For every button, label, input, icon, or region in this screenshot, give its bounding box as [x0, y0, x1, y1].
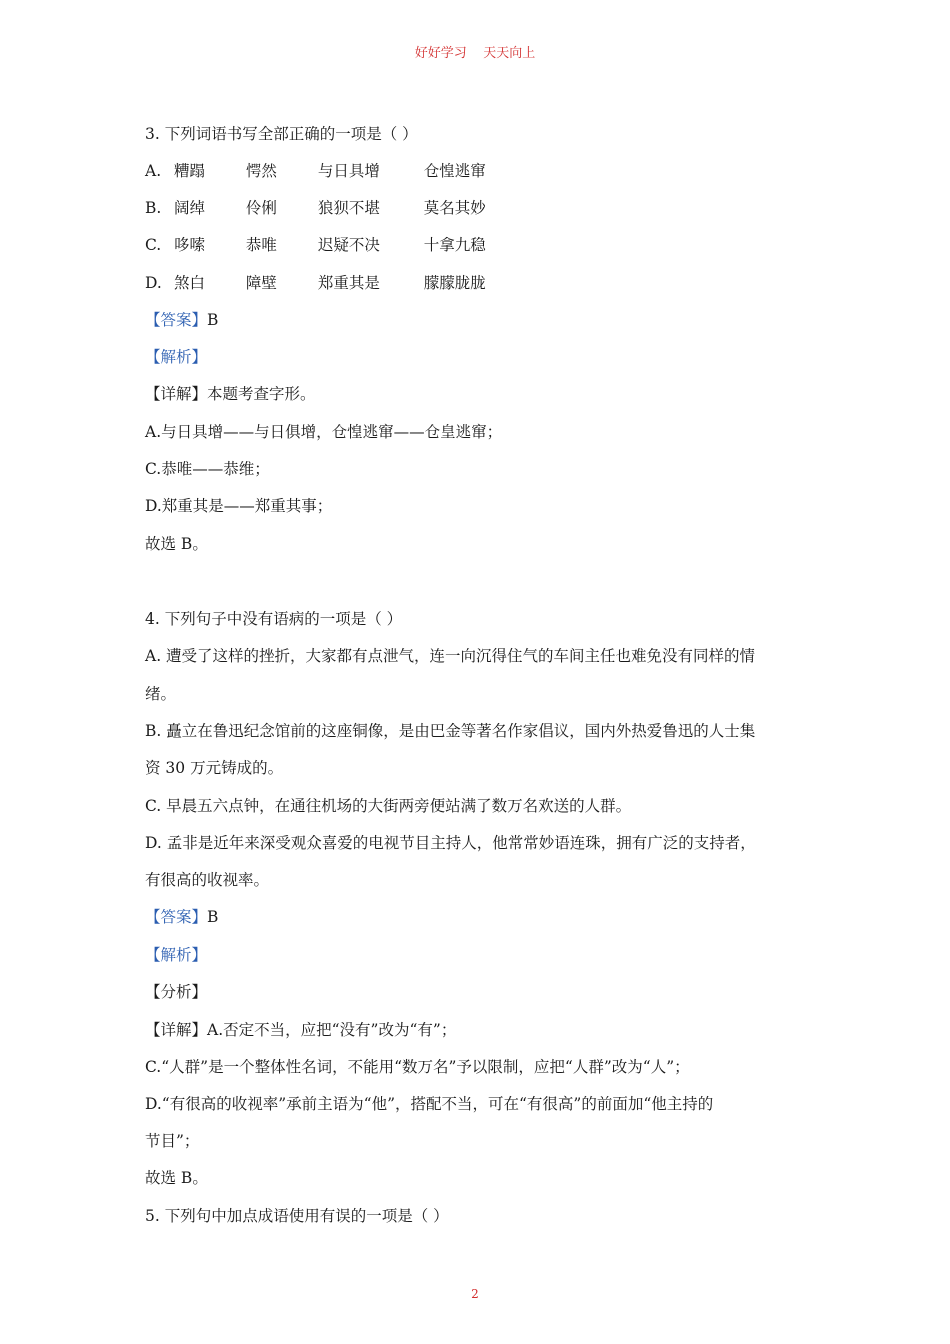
option-word: 恭唯: [245, 236, 277, 254]
option-label: A.: [145, 162, 162, 180]
option-word: 莫名其妙: [423, 199, 486, 217]
detail-text: 本题考查字形。: [207, 385, 316, 403]
q4-explanation-cont: 节目”；: [145, 1132, 200, 1150]
q4-analysis-tag: 【解析】: [145, 946, 208, 964]
q4-fenxi-tag: 【分析】: [145, 983, 208, 1001]
page-number: 2: [471, 1287, 479, 1301]
q3-option-c: [145, 235, 486, 255]
page-header: 好好学习 天天向上: [414, 46, 536, 61]
q3-option-b: [145, 198, 486, 218]
option-word: 郑重其是: [317, 274, 380, 292]
q3-explanation: A.与日具增——与日俱增，仓惶逃窜——仓皇逃窜；: [145, 423, 503, 441]
option-word: 十拿九稳: [423, 236, 486, 254]
q4-conclusion: 故选 B。: [145, 1169, 208, 1187]
option-word: 狼狈不堪: [317, 199, 380, 217]
option-label: D.: [145, 274, 162, 292]
q3-explanation: D.郑重其是——郑重其事；: [145, 497, 333, 515]
q3-analysis-tag: 【解析】: [145, 348, 208, 366]
answer-tag: 【答案】: [145, 311, 208, 329]
option-word: 迟疑不决: [317, 236, 380, 254]
answer-value: B: [207, 908, 219, 926]
q3-answer: [145, 310, 218, 330]
q3-explanation: C.恭唯——恭维；: [145, 460, 270, 478]
option-label: B.: [145, 199, 162, 217]
option-word: 与日具增: [317, 162, 380, 180]
q4-stem: 4. 下列句子中没有语病的一项是（ ）: [145, 610, 403, 628]
option-word: 煞白: [173, 274, 205, 292]
detail-tag: 【详解】: [145, 1021, 208, 1039]
q3-conclusion: 故选 B。: [145, 535, 208, 553]
option-label: C.: [145, 236, 162, 254]
q4-option-d: D. 孟非是近年来深受观众喜爱的电视节目主持人，他常常妙语连珠，拥有广泛的支持者，: [145, 834, 756, 852]
q4-detail: [145, 1020, 456, 1040]
option-word: 障壁: [245, 274, 277, 292]
option-word: 糟蹋: [173, 162, 205, 180]
q5-stem: 5. 下列句中加点成语使用有误的一项是（ ）: [145, 1207, 449, 1225]
q4-option-d-cont: 有很高的收视率。: [145, 871, 270, 889]
option-word: 伶俐: [245, 199, 277, 217]
option-word: 阔绰: [173, 199, 205, 217]
answer-tag: 【答案】: [145, 908, 208, 926]
q4-option-a-cont: 绪。: [145, 685, 177, 703]
q4-option-c: C. 早晨五六点钟，在通往机场的大街两旁便站满了数万名欢送的人群。: [145, 797, 632, 815]
q3-stem: 3. 下列词语书写全部正确的一项是（ ）: [145, 125, 418, 143]
option-word: 哆嗦: [173, 236, 205, 254]
detail-text: A.否定不当，应把“没有”改为“有”；: [207, 1021, 457, 1039]
q4-option-b: B. 矗立在鲁迅纪念馆前的这座铜像，是由巴金等著名作家倡议，国内外热爱鲁迅的人士集: [145, 722, 756, 740]
q4-explanation: D.“有很高的收视率”承前主语为“他”，搭配不当，可在“有很高”的前面加“他主持的: [145, 1095, 714, 1113]
q4-answer: [145, 907, 218, 927]
q4-explanation: C.“人群”是一个整体性名词，不能用“数万名”予以限制，应把“人群”改为“人”；: [145, 1058, 690, 1076]
option-word: 朦朦胧胧: [423, 274, 486, 292]
detail-tag: 【详解】: [145, 385, 208, 403]
q4-option-a: A. 遭受了这样的挫折，大家都有点泄气，连一向沉得住气的车间主任也难免没有同样的情: [145, 647, 756, 665]
option-word: 愕然: [245, 162, 277, 180]
answer-value: B: [207, 311, 219, 329]
option-word: 仓惶逃窜: [423, 162, 486, 180]
q3-detail: [145, 384, 316, 404]
q4-option-b-cont: 资 30 万元铸成的。: [145, 759, 284, 777]
q3-option-a: [145, 161, 486, 181]
q3-option-d: [145, 273, 486, 293]
